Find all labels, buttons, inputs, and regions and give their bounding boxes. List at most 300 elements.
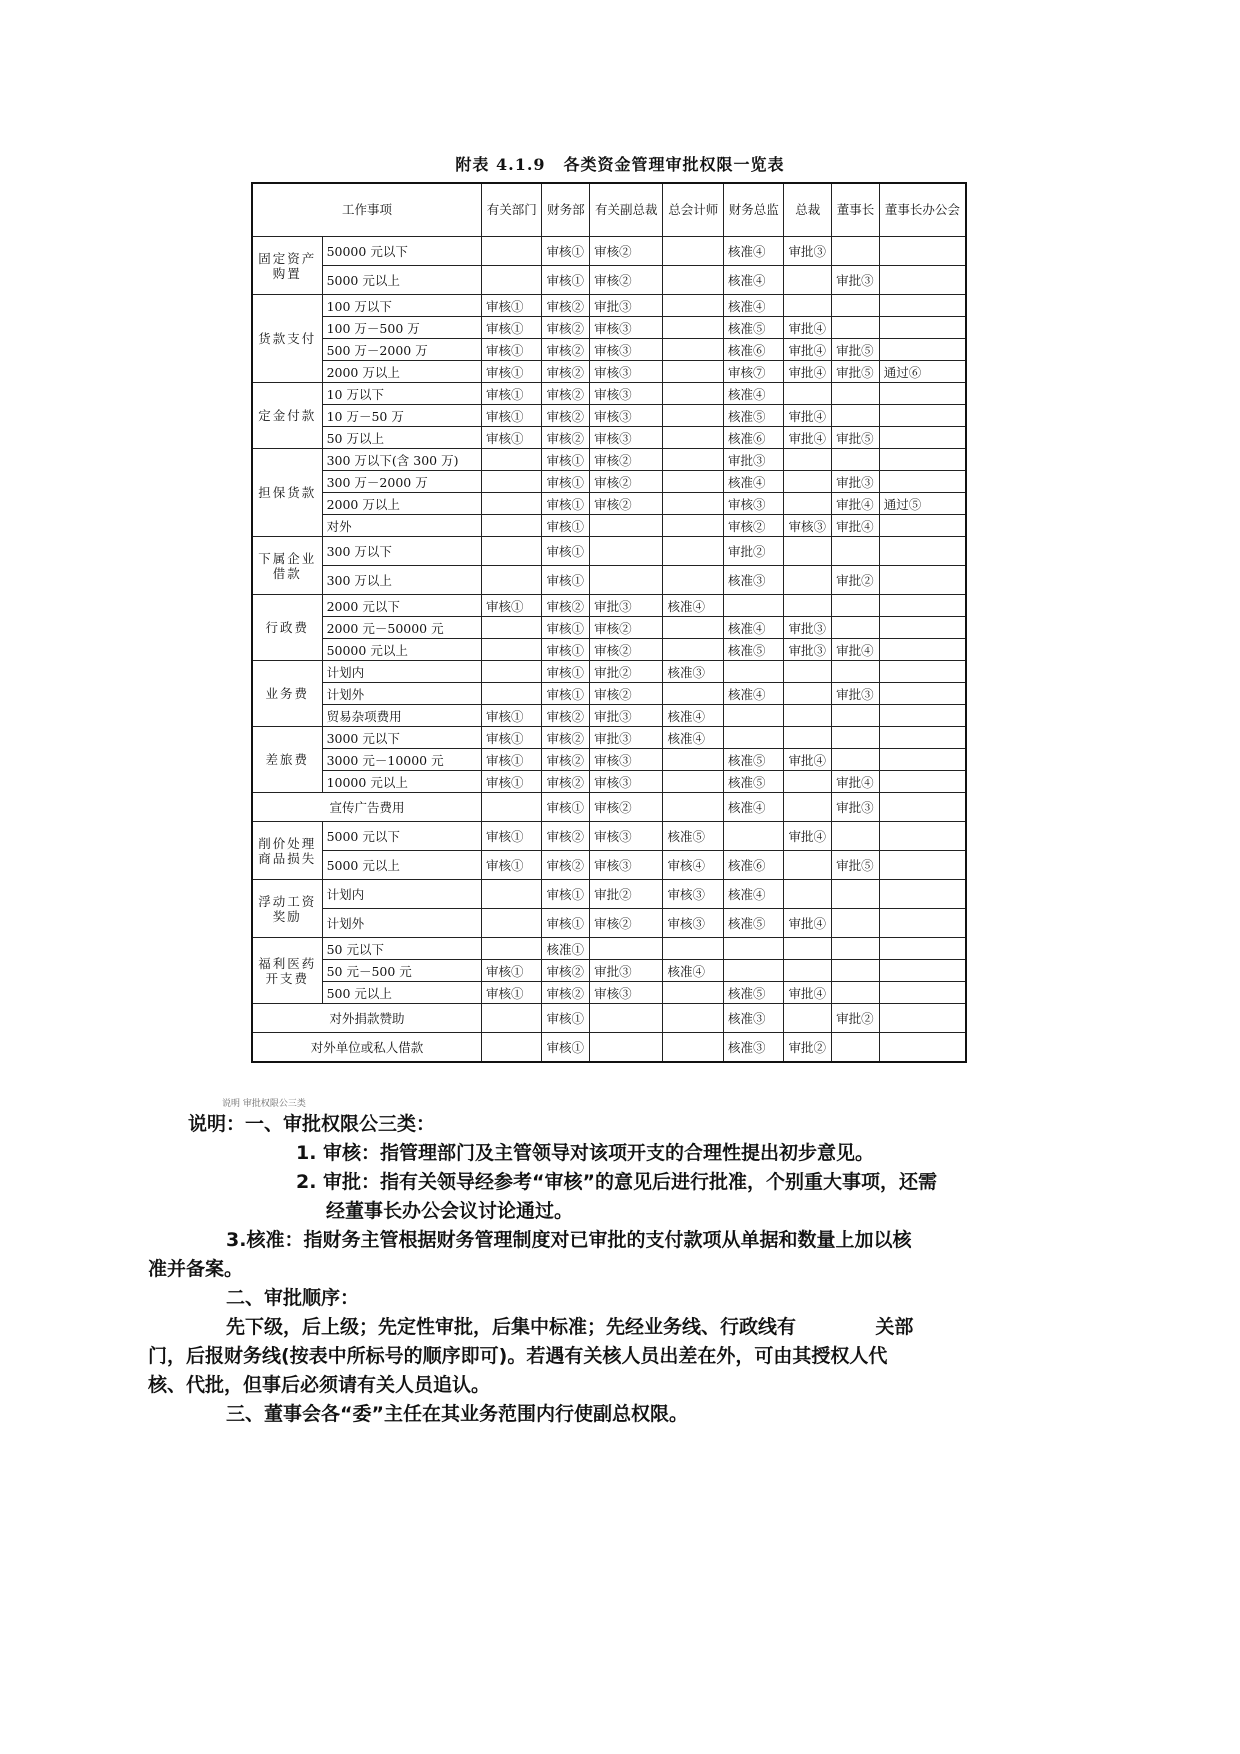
approval-cell — [879, 880, 966, 909]
approval-cell: 审批③ — [590, 595, 663, 617]
category-cell: 业务费 — [252, 661, 322, 727]
approval-cell — [663, 383, 723, 405]
notes-heading-3: 三、董事会各“委”主任在其业务范围内行使副总权限。 — [226, 1403, 688, 1425]
table-row — [252, 982, 966, 1004]
approval-cell — [723, 938, 783, 960]
approval-cell: 审核① — [482, 771, 542, 793]
approval-cell: 核准④ — [723, 471, 783, 493]
approval-authority-table — [251, 182, 967, 1063]
approval-cell: 审核③ — [663, 909, 723, 938]
header-related-dept: 有关部门 — [482, 183, 542, 237]
table-row — [252, 851, 966, 880]
approval-cell: 核准⑤ — [663, 822, 723, 851]
approval-cell: 审核① — [542, 266, 590, 295]
table-row — [252, 938, 966, 960]
sub-item-cell: 2000 元－50000 元 — [322, 617, 481, 639]
approval-cell: 审核① — [542, 880, 590, 909]
approval-cell — [482, 537, 542, 566]
approval-cell: 审核② — [542, 295, 590, 317]
approval-cell: 审核① — [482, 383, 542, 405]
approval-cell: 审核① — [542, 661, 590, 683]
approval-cell: 审核② — [723, 515, 783, 537]
approval-cell: 审核② — [590, 683, 663, 705]
approval-cell: 通过⑤ — [879, 493, 966, 515]
approval-cell — [879, 317, 966, 339]
category-cell: 行政费 — [252, 595, 322, 661]
approval-cell — [879, 851, 966, 880]
approval-cell — [784, 1004, 832, 1033]
approval-cell: 审核① — [542, 639, 590, 661]
approval-cell: 审核② — [542, 822, 590, 851]
approval-cell: 审批③ — [832, 683, 880, 705]
approval-cell — [832, 727, 880, 749]
approval-cell: 核准⑤ — [723, 771, 783, 793]
approval-cell — [482, 493, 542, 515]
approval-cell — [832, 1033, 880, 1063]
category-cell: 固定资产购置 — [252, 237, 322, 295]
approval-cell: 审核① — [482, 960, 542, 982]
approval-cell: 审核① — [542, 515, 590, 537]
approval-cell — [723, 705, 783, 727]
sub-item-cell: 50 元以下 — [322, 938, 481, 960]
table-row — [252, 566, 966, 595]
approval-cell: 审核④ — [663, 851, 723, 880]
table-row — [252, 771, 966, 793]
approval-cell: 核准③ — [663, 661, 723, 683]
approval-cell: 审核① — [482, 705, 542, 727]
approval-cell: 审核① — [482, 982, 542, 1004]
approval-cell: 通过⑥ — [879, 361, 966, 383]
approval-cell: 审核② — [542, 361, 590, 383]
approval-cell: 审批③ — [590, 960, 663, 982]
table-row — [252, 617, 966, 639]
approval-cell — [784, 938, 832, 960]
approval-cell: 核准④ — [723, 383, 783, 405]
approval-cell — [663, 449, 723, 471]
faint-note-line: 说明 审批权限公三类 — [222, 1099, 306, 1109]
note-item-1: 1. 审核：指管理部门及主管领导对该项开支的合理性提出初步意见。 — [296, 1142, 875, 1164]
approval-cell — [832, 449, 880, 471]
approval-cell — [482, 661, 542, 683]
approval-cell — [784, 449, 832, 471]
sub-item-cell: 2000 万以上 — [322, 493, 481, 515]
approval-cell — [832, 909, 880, 938]
approval-cell — [663, 471, 723, 493]
approval-cell: 审批④ — [832, 639, 880, 661]
approval-cell — [784, 683, 832, 705]
note-item-2a: 2. 审批：指有关领导经参考“审核”的意见后进行批准，个别重大事项，还需 — [296, 1171, 938, 1193]
sub-item-cell: 贸易杂项费用 — [322, 705, 481, 727]
approval-cell — [832, 705, 880, 727]
approval-cell: 审核① — [482, 822, 542, 851]
approval-cell — [723, 661, 783, 683]
approval-cell — [879, 427, 966, 449]
approval-cell: 审核② — [590, 617, 663, 639]
approval-cell — [663, 938, 723, 960]
approval-cell — [723, 960, 783, 982]
approval-cell — [482, 471, 542, 493]
approval-cell: 审核② — [590, 237, 663, 266]
approval-cell: 核准④ — [723, 237, 783, 266]
approval-cell: 审批③ — [590, 295, 663, 317]
approval-cell — [784, 880, 832, 909]
title-text: 各类资金管理审批权限一览表 — [563, 155, 785, 174]
sub-item-cell: 300 万－2000 万 — [322, 471, 481, 493]
header-cfo: 财务总监 — [723, 183, 783, 237]
sub-item-cell: 计划外 — [322, 909, 481, 938]
table-row — [252, 749, 966, 771]
approval-cell — [879, 822, 966, 851]
sub-item-cell: 300 万以下 — [322, 537, 481, 566]
table-row — [252, 727, 966, 749]
approval-cell: 审核① — [542, 566, 590, 595]
approval-cell — [663, 427, 723, 449]
sub-item-cell: 对外 — [322, 515, 481, 537]
approval-cell: 审核① — [542, 237, 590, 266]
approval-cell: 审核② — [542, 771, 590, 793]
approval-cell — [832, 880, 880, 909]
approval-cell: 审批② — [723, 537, 783, 566]
table-row — [252, 661, 966, 683]
approval-cell — [832, 317, 880, 339]
work-item-cell: 宣传广告费用 — [252, 793, 482, 822]
approval-cell — [879, 266, 966, 295]
approval-cell — [590, 537, 663, 566]
approval-cell — [784, 705, 832, 727]
approval-cell — [784, 595, 832, 617]
approval-cell: 审批④ — [784, 982, 832, 1004]
approval-cell — [879, 793, 966, 822]
approval-cell: 审核③ — [590, 405, 663, 427]
approval-cell: 核准⑥ — [723, 339, 783, 361]
approval-cell — [879, 595, 966, 617]
sub-item-cell: 10000 元以上 — [322, 771, 481, 793]
approval-cell — [663, 515, 723, 537]
sub-item-cell: 3000 元－10000 元 — [322, 749, 481, 771]
approval-cell — [663, 1004, 723, 1033]
approval-cell: 审批② — [832, 1004, 880, 1033]
table-row — [252, 909, 966, 938]
approval-cell — [879, 705, 966, 727]
table-row — [252, 793, 966, 822]
sub-item-cell: 2000 元以下 — [322, 595, 481, 617]
approval-cell: 审批② — [590, 880, 663, 909]
approval-cell — [832, 938, 880, 960]
approval-cell: 审批④ — [784, 749, 832, 771]
approval-cell — [784, 471, 832, 493]
category-cell: 定金付款 — [252, 383, 322, 449]
approval-cell: 审核③ — [590, 361, 663, 383]
table-row — [252, 1004, 966, 1033]
note-order-b: 门，后报财务线(按表中所标号的顺序即可)。若遇有关核人员出差在外，可由其授权人代 — [148, 1345, 888, 1367]
approval-cell: 审核① — [482, 851, 542, 880]
approval-cell: 核准⑤ — [723, 639, 783, 661]
approval-cell — [482, 909, 542, 938]
table-row — [252, 880, 966, 909]
approval-cell: 审批③ — [784, 617, 832, 639]
approval-cell: 审核① — [542, 793, 590, 822]
approval-cell — [482, 1033, 542, 1063]
approval-cell — [879, 537, 966, 566]
approval-cell: 核准① — [542, 938, 590, 960]
approval-cell — [723, 822, 783, 851]
approval-cell: 核准③ — [723, 1033, 783, 1063]
note-order-a: 先下级，后上级；先定性审批，后集中标准；先经业务线、行政线有 关部 — [226, 1316, 914, 1338]
approval-cell — [879, 449, 966, 471]
approval-cell — [784, 960, 832, 982]
approval-cell: 核准③ — [723, 1004, 783, 1033]
sub-item-cell: 300 万以上 — [322, 566, 481, 595]
approval-cell — [482, 880, 542, 909]
approval-cell — [879, 1004, 966, 1033]
table-row — [252, 822, 966, 851]
approval-cell — [832, 617, 880, 639]
sub-item-cell: 10 万－50 万 — [322, 405, 481, 427]
approval-cell: 核准⑥ — [723, 851, 783, 880]
sub-item-cell: 100 万－500 万 — [322, 317, 481, 339]
approval-cell — [879, 639, 966, 661]
approval-cell — [784, 661, 832, 683]
approval-cell: 审核① — [542, 471, 590, 493]
approval-cell — [590, 1004, 663, 1033]
approval-cell: 审核③ — [590, 339, 663, 361]
table-row — [252, 339, 966, 361]
category-cell: 下属企业借款 — [252, 537, 322, 595]
approval-cell — [879, 661, 966, 683]
approval-cell: 审核① — [482, 595, 542, 617]
approval-cell — [663, 683, 723, 705]
approval-cell — [482, 938, 542, 960]
sub-item-cell: 50000 元以下 — [322, 237, 481, 266]
sub-item-cell: 100 万以下 — [322, 295, 481, 317]
approval-cell: 审核② — [542, 339, 590, 361]
sub-item-cell: 计划内 — [322, 880, 481, 909]
approval-cell — [879, 237, 966, 266]
approval-cell — [879, 566, 966, 595]
approval-cell — [663, 339, 723, 361]
table-row — [252, 383, 966, 405]
approval-cell: 审批④ — [784, 405, 832, 427]
notes-section — [148, 1110, 1068, 1429]
approval-cell — [784, 771, 832, 793]
approval-cell — [879, 909, 966, 938]
approval-cell: 审核③ — [590, 427, 663, 449]
approval-cell: 审核② — [542, 851, 590, 880]
approval-cell — [879, 771, 966, 793]
approval-cell: 核准⑥ — [723, 427, 783, 449]
approval-cell — [832, 237, 880, 266]
approval-cell — [879, 727, 966, 749]
notes-heading-2: 二、审批顺序： — [226, 1287, 360, 1309]
category-cell: 货款支付 — [252, 295, 322, 383]
approval-cell: 审批⑤ — [832, 427, 880, 449]
approval-cell: 审核③ — [590, 383, 663, 405]
approval-cell: 审批② — [590, 661, 663, 683]
approval-cell — [832, 822, 880, 851]
approval-cell: 审批④ — [784, 909, 832, 938]
approval-cell — [784, 383, 832, 405]
approval-cell: 核准⑤ — [723, 982, 783, 1004]
sub-item-cell: 50000 元以上 — [322, 639, 481, 661]
sub-item-cell: 3000 元以下 — [322, 727, 481, 749]
sub-item-cell: 2000 万以上 — [322, 361, 481, 383]
approval-cell: 审核③ — [590, 822, 663, 851]
approval-cell: 审批④ — [784, 361, 832, 383]
category-cell: 削价处理商品损失 — [252, 822, 322, 880]
approval-cell: 审批③ — [590, 705, 663, 727]
table-row — [252, 295, 966, 317]
approval-cell: 审核③ — [590, 749, 663, 771]
work-item-cell: 对外捐款赞助 — [252, 1004, 482, 1033]
approval-cell — [879, 749, 966, 771]
approval-cell: 核准④ — [723, 617, 783, 639]
approval-cell — [832, 405, 880, 427]
approval-cell — [832, 982, 880, 1004]
header-chairman: 董事长 — [832, 183, 880, 237]
approval-cell — [784, 295, 832, 317]
approval-cell — [482, 266, 542, 295]
approval-cell: 审核③ — [784, 515, 832, 537]
approval-cell: 审批④ — [832, 515, 880, 537]
sub-item-cell: 计划外 — [322, 683, 481, 705]
table-row — [252, 683, 966, 705]
approval-cell — [832, 749, 880, 771]
approval-cell: 审核① — [482, 427, 542, 449]
approval-cell — [663, 982, 723, 1004]
category-cell: 福利医药开支费 — [252, 938, 322, 1004]
approval-cell: 审核② — [590, 909, 663, 938]
approval-cell — [832, 383, 880, 405]
approval-cell: 审核② — [542, 982, 590, 1004]
approval-cell — [663, 1033, 723, 1063]
approval-cell — [482, 1004, 542, 1033]
table-row — [252, 515, 966, 537]
approval-cell — [832, 537, 880, 566]
table-row — [252, 471, 966, 493]
approval-cell: 核准④ — [723, 880, 783, 909]
sub-item-cell: 50 元－500 元 — [322, 960, 481, 982]
approval-cell: 审批③ — [832, 471, 880, 493]
approval-cell — [832, 661, 880, 683]
approval-cell: 审核③ — [590, 851, 663, 880]
notes-heading-1: 说明：一、审批权限公三类： — [188, 1113, 436, 1135]
approval-cell: 核准④ — [663, 595, 723, 617]
approval-cell: 审批⑤ — [832, 361, 880, 383]
sub-item-cell: 5000 元以上 — [322, 266, 481, 295]
approval-cell: 核准④ — [723, 683, 783, 705]
approval-cell: 核准③ — [723, 566, 783, 595]
approval-cell — [784, 566, 832, 595]
approval-cell: 审批② — [784, 1033, 832, 1063]
approval-cell — [784, 493, 832, 515]
approval-cell — [482, 617, 542, 639]
approval-cell — [784, 727, 832, 749]
approval-cell — [784, 537, 832, 566]
approval-cell: 审批④ — [784, 317, 832, 339]
approval-cell — [482, 793, 542, 822]
approval-cell: 审核① — [482, 727, 542, 749]
approval-cell: 审批③ — [784, 237, 832, 266]
approval-cell — [879, 515, 966, 537]
table-header-row — [252, 183, 966, 237]
approval-cell: 审批② — [832, 566, 880, 595]
approval-cell: 审核③ — [590, 771, 663, 793]
table-row — [252, 449, 966, 471]
approval-cell — [663, 295, 723, 317]
header-finance-dept: 财务部 — [542, 183, 590, 237]
approval-cell — [784, 793, 832, 822]
note-item-3b: 准并备案。 — [148, 1258, 244, 1280]
approval-cell: 审批④ — [832, 771, 880, 793]
approval-cell — [663, 361, 723, 383]
approval-cell — [482, 515, 542, 537]
approval-cell — [663, 405, 723, 427]
approval-cell: 审核② — [542, 749, 590, 771]
title-number: 附表 4.1.9 — [455, 155, 546, 174]
approval-cell: 审核⑦ — [723, 361, 783, 383]
approval-cell — [482, 237, 542, 266]
approval-cell — [482, 639, 542, 661]
approval-cell: 审批③ — [784, 639, 832, 661]
approval-cell: 审核② — [590, 449, 663, 471]
approval-cell — [879, 405, 966, 427]
approval-cell: 审核① — [542, 493, 590, 515]
sub-item-cell: 500 万－2000 万 — [322, 339, 481, 361]
approval-cell — [879, 960, 966, 982]
approval-cell: 审批④ — [784, 822, 832, 851]
approval-cell: 审批④ — [832, 493, 880, 515]
approval-cell — [590, 515, 663, 537]
approval-cell — [663, 771, 723, 793]
table-body — [252, 237, 966, 1063]
approval-cell — [879, 683, 966, 705]
approval-cell — [879, 383, 966, 405]
sub-item-cell: 500 元以上 — [322, 982, 481, 1004]
approval-cell — [723, 727, 783, 749]
note-item-3a: 3.核准：指财务主管根据财务管理制度对已审批的支付款项从单据和数量上加以核 — [226, 1229, 912, 1251]
approval-cell — [482, 449, 542, 471]
table-row — [252, 493, 966, 515]
approval-cell: 审批③ — [832, 266, 880, 295]
table-row — [252, 960, 966, 982]
approval-cell — [879, 982, 966, 1004]
work-item-cell: 对外单位或私人借款 — [252, 1033, 482, 1063]
approval-cell: 审核② — [542, 595, 590, 617]
approval-cell: 审核① — [542, 909, 590, 938]
table-row — [252, 405, 966, 427]
approval-cell: 核准⑤ — [723, 749, 783, 771]
approval-cell — [663, 537, 723, 566]
approval-cell: 核准④ — [663, 705, 723, 727]
table-row — [252, 1033, 966, 1063]
table-row — [252, 361, 966, 383]
approval-cell: 审核③ — [590, 982, 663, 1004]
approval-cell: 审核② — [542, 705, 590, 727]
table-row — [252, 237, 966, 266]
table-row — [252, 705, 966, 727]
approval-cell: 审核① — [482, 317, 542, 339]
approval-cell: 审核① — [542, 683, 590, 705]
header-president: 总裁 — [784, 183, 832, 237]
approval-cell: 核准④ — [663, 960, 723, 982]
approval-cell — [879, 1033, 966, 1063]
approval-cell: 审核② — [590, 793, 663, 822]
approval-cell: 审核③ — [723, 493, 783, 515]
approval-cell — [879, 617, 966, 639]
approval-cell — [663, 639, 723, 661]
sub-item-cell: 10 万以下 — [322, 383, 481, 405]
approval-cell — [590, 938, 663, 960]
